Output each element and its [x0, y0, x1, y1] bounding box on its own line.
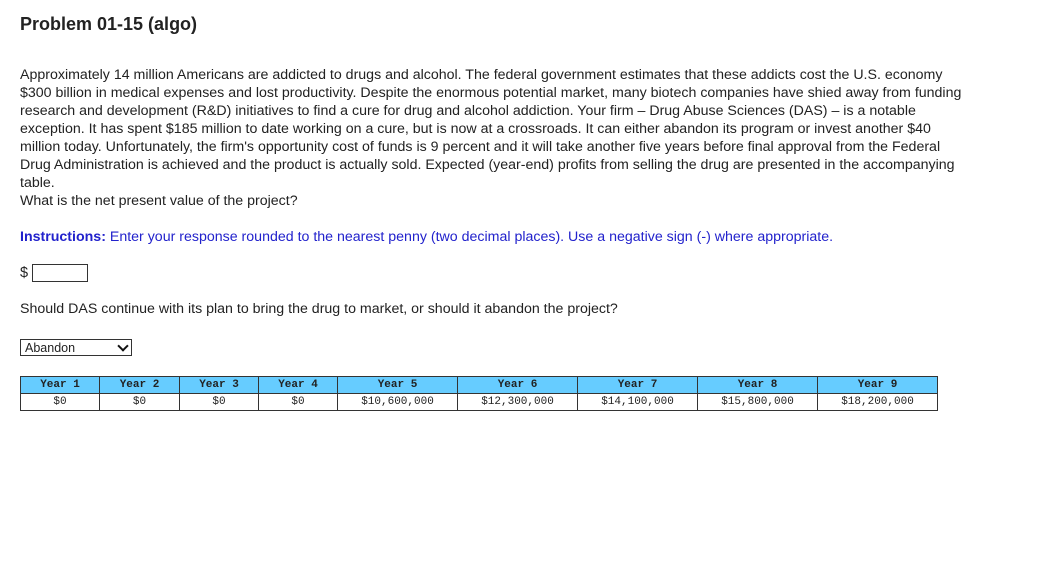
decision-question: Should DAS continue with its plan to bring the drug to market, or should it abandon the project?	[20, 301, 618, 317]
table-cell: $0	[100, 394, 180, 411]
instructions-text: Enter your response rounded to the nearest penny (two decimal places). Use a negative sign (-) where appropriate.	[105, 229, 834, 245]
instructions	[20, 229, 833, 245]
table-header-cell: Year 5	[338, 377, 458, 394]
problem-question: What is the net present value of the project?	[20, 193, 298, 209]
decision-dropdown[interactable]	[20, 339, 132, 356]
table-header-cell: Year 6	[458, 377, 578, 394]
table-cell: $14,100,000	[578, 394, 698, 411]
table-cell: $0	[180, 394, 259, 411]
problem-paragraph: Approximately 14 million Americans are addicted to drugs and alcohol. The federal government estimates that these addicts cost the U.S. economy $300 billion in medical expenses and lost productivity. Despite the enormous potential market, many biotech companies have shied away from funding research and development (R&D) initiatives to find a cure for drug and alcohol addiction. Your firm – Drug Abuse Sciences (DAS) – is a notable exception. It has spent $185 million to date working on a cure, but is now at a crossroads. It can either abandon its program or invest another $40 million today. Unfortunately, the firm's opportunity cost of funds is 9 percent and it will take another five years before final approval from the Federal Drug Administration is achieved and the product is actually sold. Expected (year-end) profits from selling the drug are presented in the accompanying table.	[20, 67, 962, 191]
table-header-row	[21, 377, 938, 394]
table-cell: $0	[259, 394, 338, 411]
table-row	[21, 394, 938, 411]
problem-title: Problem 01-15 (algo)	[20, 14, 198, 34]
table-cell: $10,600,000	[338, 394, 458, 411]
profits-table	[20, 376, 938, 411]
table-header-cell: Year 3	[180, 377, 259, 394]
currency-symbol: $	[20, 265, 29, 281]
table-header-cell: Year 2	[100, 377, 180, 394]
table-header-cell: Year 9	[818, 377, 938, 394]
instructions-label: Instructions:	[20, 229, 106, 245]
table-header-cell: Year 7	[578, 377, 698, 394]
problem-statement	[20, 66, 970, 210]
table-cell: $12,300,000	[458, 394, 578, 411]
chevron-down-icon	[117, 340, 128, 351]
dropdown-selected-value: Abandon	[25, 341, 76, 355]
table-header-cell: Year 4	[259, 377, 338, 394]
npv-answer-input[interactable]	[32, 264, 88, 282]
table-header-cell: Year 1	[21, 377, 100, 394]
table-cell: $15,800,000	[698, 394, 818, 411]
table-header-cell: Year 8	[698, 377, 818, 394]
table-cell: $18,200,000	[818, 394, 938, 411]
table-cell: $0	[21, 394, 100, 411]
answer-row	[20, 264, 88, 282]
